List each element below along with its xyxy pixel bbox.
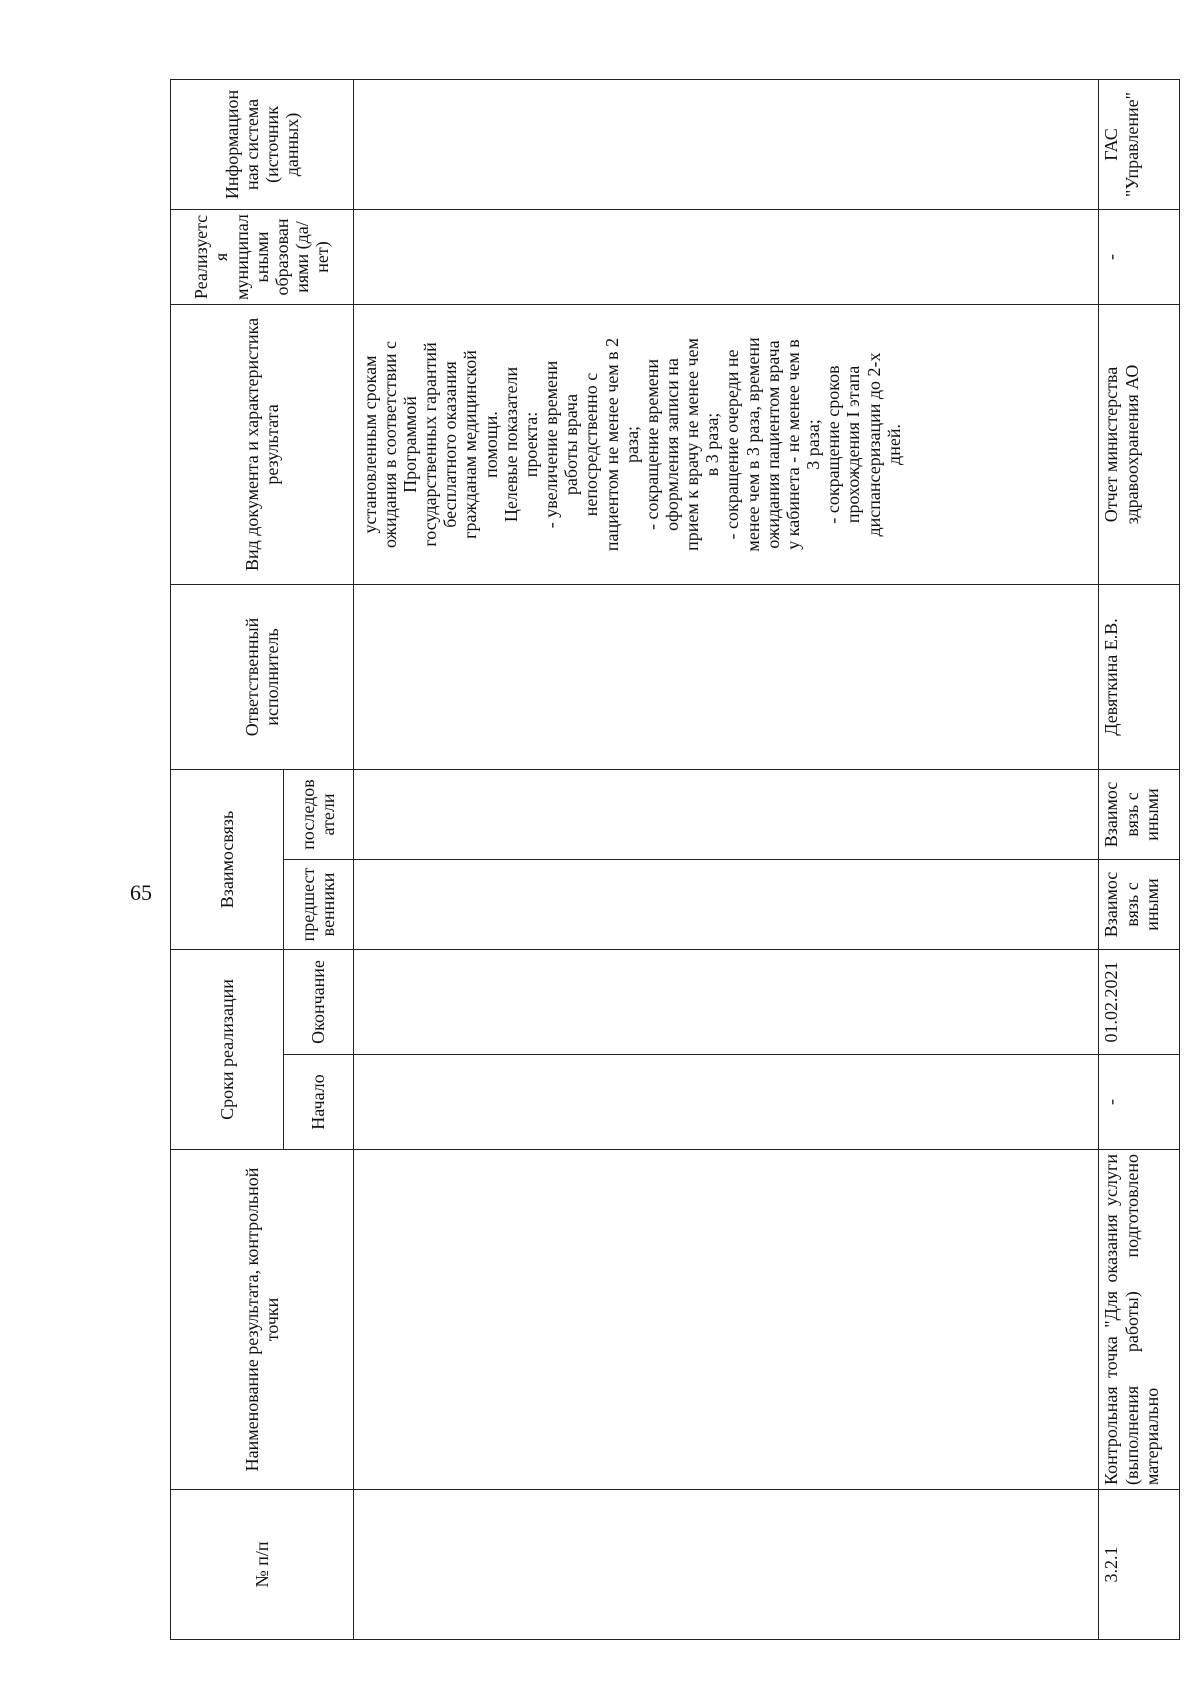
cell-start-empty <box>353 1055 1099 1150</box>
desc-line: в 3 раза; <box>702 412 723 477</box>
desc-line: диспансеризации до 2-х <box>863 352 884 537</box>
page-number: 65 <box>130 880 152 905</box>
desc-line: - сокращение времени <box>641 359 662 530</box>
header-start: Начало <box>283 1055 353 1150</box>
cell-doc-type: Отчет министерства здравоохранения АО <box>1099 304 1180 584</box>
cell-successors <box>1099 769 1180 859</box>
desc-line: ожидания пациентом врача <box>762 340 783 549</box>
cell-municipal-empty <box>353 209 1099 304</box>
desc-line: - сокращение очереди не <box>722 349 743 540</box>
desc-line: проекта: <box>520 411 541 478</box>
header-municipal: Реализуетс я муниципал ьными образован иями (да/нет) <box>171 209 354 304</box>
cell-name-text: Контрольная точка "Для оказания услуги (выполнения работы) подготовлено материально <box>1101 1154 1162 1485</box>
desc-line: бесплатного оказания <box>440 361 461 528</box>
cell-end: 01.02.2021 <box>1099 949 1180 1054</box>
desc-line: установленным срокам <box>359 355 380 534</box>
desc-line: раза; <box>621 425 642 464</box>
header-responsible: Ответственный исполнитель <box>171 584 354 769</box>
header-end: Окончание <box>283 949 353 1054</box>
desc-line: дней. <box>883 424 904 465</box>
cell-predecessors-text: Взаимос вязь с иными <box>1101 871 1162 938</box>
header-relation: Взаимосвязь <box>171 769 284 949</box>
cell-responsible: Девяткина Е.В. <box>1099 584 1180 769</box>
cell-name-empty <box>353 1150 1099 1490</box>
header-name: Наименование результата, контрольной точки <box>171 1150 354 1490</box>
table-row-control-point <box>1099 79 1180 1639</box>
cell-name <box>1099 1150 1180 1490</box>
cell-resp-empty <box>353 584 1099 769</box>
desc-line: государственных гарантий <box>420 342 441 547</box>
desc-line: ожидания в соответствии с <box>379 340 400 548</box>
cell-municipal: - <box>1099 209 1180 304</box>
header-terms: Сроки реализации <box>171 949 284 1149</box>
desc-line: - увеличение времени <box>541 360 562 529</box>
header-predecessors: предшест венники <box>283 859 353 949</box>
header-num: № п/п <box>171 1490 354 1640</box>
desc-line: 3 раза; <box>803 419 824 470</box>
cell-doc-description <box>353 304 1099 584</box>
desc-line: - сокращение сроков <box>823 365 844 524</box>
desc-line: Целевые показатели <box>500 366 521 523</box>
cell-predecessors <box>1099 859 1180 949</box>
desc-line: непосредственно с <box>581 372 602 517</box>
cell-info-empty <box>353 79 1099 209</box>
cell-num: 3.2.1 <box>1099 1490 1180 1640</box>
desc-line: оформления записи на <box>662 358 682 531</box>
desc-line: помощи. <box>480 411 501 478</box>
cell-successors-text: Взаимос вязь с иными <box>1101 781 1162 848</box>
plan-table-rotated <box>170 80 1180 1640</box>
desc-line: Программой <box>399 396 420 493</box>
header-doc-type: Вид документа и характеристика результата <box>171 304 354 584</box>
header-info-system: Информацион ная система (источник данных) <box>171 79 354 209</box>
header-successors: последов атели <box>283 769 353 859</box>
desc-line: работы врача <box>561 393 582 496</box>
desc-line: у кабинета - не менее чем в <box>782 339 803 550</box>
desc-line: менее чем в 3 раза, времени <box>742 337 763 552</box>
desc-line: прохождения I этапа <box>843 365 864 524</box>
table-row-continued <box>353 79 1099 1639</box>
cell-succ-empty <box>353 769 1099 859</box>
cell-end-empty <box>353 949 1099 1054</box>
cell-info-system: ГАС "Управление" <box>1099 79 1180 209</box>
implementation-plan-table <box>170 79 1180 1640</box>
desc-line: гражданам медицинской <box>460 350 481 539</box>
cell-pred-empty <box>353 859 1099 949</box>
cell-num-empty <box>353 1490 1099 1640</box>
cell-start: - <box>1099 1055 1180 1150</box>
desc-line: прием к врачу не менее чем <box>682 338 703 551</box>
desc-line: пациентом не менее чем в 2 <box>601 337 622 552</box>
